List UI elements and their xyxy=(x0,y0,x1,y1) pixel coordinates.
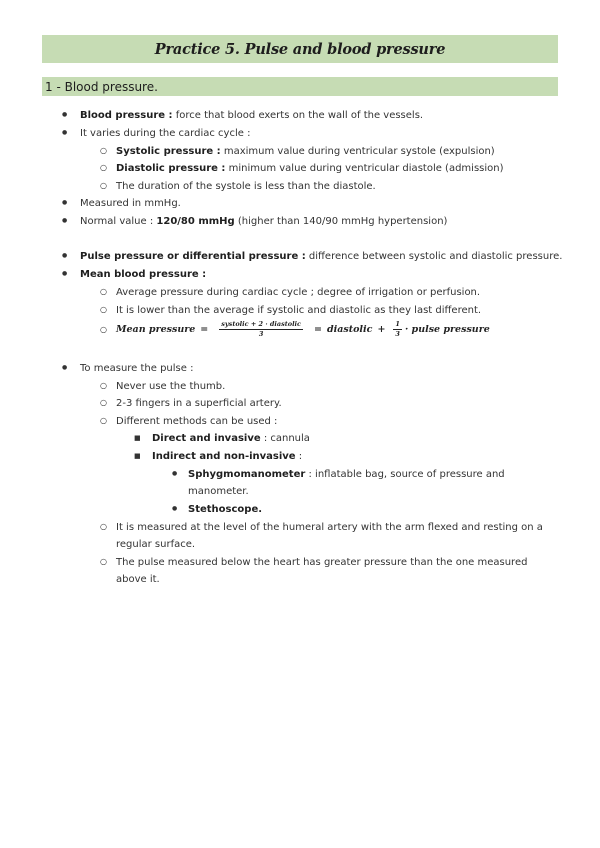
list-item xyxy=(188,468,505,482)
fraction-denominator: 3 xyxy=(258,330,264,338)
term: Systolic pressure : xyxy=(116,146,221,157)
list-item: It is lower than the average if systolic and diastolic as they last different. xyxy=(116,305,482,316)
definition: maximum value during ventricular systole (expulsion) xyxy=(220,146,495,157)
list-item xyxy=(80,215,447,229)
definition: difference between systolic and diastolic pressure. xyxy=(305,251,563,262)
list-item: To measure the pulse : xyxy=(80,363,194,374)
definition: : xyxy=(295,451,303,462)
list-item xyxy=(116,145,495,159)
circle-bullet-icon xyxy=(100,521,107,535)
term: Sphygmomanometer xyxy=(188,469,306,480)
definition: force that blood exerts on the wall of the vessels. xyxy=(172,110,424,121)
circle-bullet-icon xyxy=(100,145,107,159)
list-item xyxy=(80,268,206,282)
bullet-icon xyxy=(62,362,67,377)
mean-pressure-formula xyxy=(116,320,490,339)
circle-bullet-icon xyxy=(100,397,107,411)
term: Pulse pressure or differential pressure : xyxy=(80,251,306,262)
list-item: Measured in mmHg. xyxy=(80,198,181,209)
list-item: Average pressure during cardiac cycle ; degree of irrigation or perfusion. xyxy=(116,287,481,298)
formula-term: · pulse pressure xyxy=(404,324,490,335)
fraction-numerator: systolic + 2 · diastolic xyxy=(221,320,301,328)
formula-term: diastolic xyxy=(326,324,373,335)
definition: minimum value during ventricular diastole (admission) xyxy=(225,163,504,174)
list-item: The pulse measured below the heart has greater pressure than the one measured xyxy=(116,557,528,568)
list-item: Different methods can be used : xyxy=(116,416,278,427)
list-item xyxy=(116,162,504,176)
fraction-denominator: 3 xyxy=(395,330,400,338)
circle-bullet-icon xyxy=(100,324,107,338)
formula-lhs: Mean pressure xyxy=(116,324,196,335)
bullet-icon xyxy=(62,268,67,283)
term: Mean blood pressure : xyxy=(80,269,207,280)
circle-bullet-icon xyxy=(100,304,107,318)
circle-bullet-icon xyxy=(100,415,107,429)
title-bar xyxy=(42,35,558,63)
list-item xyxy=(152,432,310,446)
list-item xyxy=(80,250,562,264)
list-item xyxy=(80,109,423,123)
bullet-icon xyxy=(62,197,67,212)
list-item-continuation: regular surface. xyxy=(116,539,196,550)
bullet-icon xyxy=(172,503,177,518)
square-bullet-icon xyxy=(134,432,141,446)
term: Stethoscope. xyxy=(188,504,263,515)
list-item-continuation: above it. xyxy=(116,574,160,585)
list-item: It is measured at the level of the humeral artery with the arm flexed and resting on a xyxy=(116,522,543,533)
circle-bullet-icon xyxy=(100,162,107,176)
square-bullet-icon xyxy=(134,450,141,464)
bullet-icon xyxy=(62,127,67,142)
page-title: Practice 5. Pulse and blood pressure xyxy=(154,40,446,58)
section-title: 1 - Blood pressure. xyxy=(45,79,158,94)
list-item: Never use the thumb. xyxy=(116,381,226,392)
term: Diastolic pressure : xyxy=(116,163,226,174)
label: Normal value : xyxy=(80,216,157,227)
equals-sign: = xyxy=(313,324,322,335)
fraction-numerator: 1 xyxy=(395,320,400,328)
list-item-continuation: manometer. xyxy=(188,486,249,497)
definition: : inflatable bag, source of pressure and xyxy=(305,469,505,480)
list-item: 2-3 fingers in a superficial artery. xyxy=(116,398,282,409)
definition: : cannula xyxy=(260,433,310,444)
plus-sign: + xyxy=(377,324,386,335)
bullet-icon xyxy=(62,250,67,265)
bullet-icon xyxy=(62,215,67,230)
list-item xyxy=(188,503,262,517)
bullet-icon xyxy=(172,468,177,483)
list-item: The duration of the systole is less than the diastole. xyxy=(116,181,376,192)
circle-bullet-icon xyxy=(100,380,107,394)
normal-value: 120/80 mmHg xyxy=(156,216,235,227)
formula-fraction xyxy=(393,320,402,339)
circle-bullet-icon xyxy=(100,556,107,570)
list-item xyxy=(152,450,302,464)
circle-bullet-icon xyxy=(100,286,107,300)
list-item: It varies during the cardiac cycle : xyxy=(80,128,251,139)
formula-fraction xyxy=(219,320,303,339)
note: (higher than 140/90 mmHg hypertension) xyxy=(234,216,448,227)
bullet-icon xyxy=(62,109,67,124)
term: Indirect and non-invasive xyxy=(152,451,296,462)
circle-bullet-icon xyxy=(100,180,107,194)
term: Blood pressure : xyxy=(80,110,173,121)
equals-sign: = xyxy=(200,324,209,335)
term: Direct and invasive xyxy=(152,433,261,444)
section-header xyxy=(42,77,558,96)
